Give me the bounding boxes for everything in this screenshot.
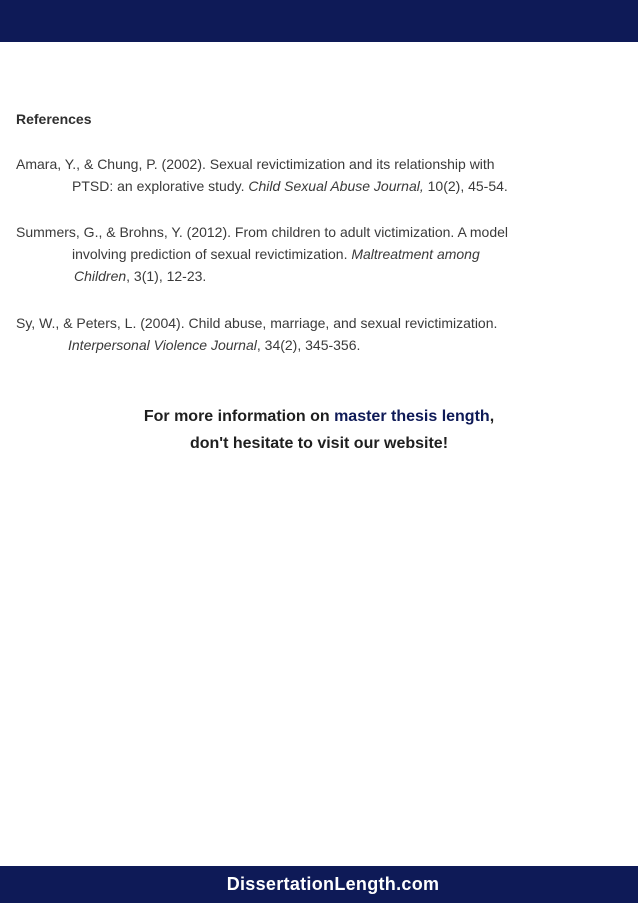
reference-line: Sy, W., & Peters, L. (2004). Child abuse, marriage, and sexual revictimization. [16, 315, 498, 331]
journal-title: Child Sexual Abuse Journal, [248, 178, 424, 194]
section-heading: References [16, 111, 92, 127]
reference-text: , 3(1), 12-23. [126, 268, 207, 284]
reference-line [16, 175, 616, 197]
reference-entry [16, 312, 616, 356]
reference-line [16, 265, 616, 287]
reference-line [16, 243, 616, 265]
footer-site-link[interactable]: DissertationLength.com [226, 874, 440, 894]
footer-banner [0, 866, 638, 903]
reference-line: Amara, Y., & Chung, P. (2002). Sexual revictimization and its relationship with [16, 156, 495, 172]
cta-link[interactable]: master thesis length [334, 408, 490, 425]
reference-text: , 34(2), 345-356. [256, 337, 361, 353]
cta-text: , [489, 408, 495, 425]
top-banner [0, 0, 638, 42]
reference-text: involving prediction of sexual revictimization. [72, 246, 352, 262]
reference-text: 10(2), 45-54. [423, 178, 508, 194]
journal-title: Children [74, 268, 127, 284]
reference-entry [16, 153, 616, 197]
reference-entry [16, 221, 616, 287]
cta-line [0, 403, 638, 431]
journal-title: Interpersonal Violence Journal [68, 337, 257, 353]
reference-line [16, 334, 616, 356]
reference-line: Summers, G., & Brohns, Y. (2012). From children to adult victimization. A model [16, 224, 509, 240]
cta-line: don't hesitate to visit our website! [189, 435, 449, 452]
reference-text: PTSD: an explorative study. [72, 178, 249, 194]
cta-text: For more information on [143, 408, 335, 425]
journal-title: Maltreatment among [351, 246, 480, 262]
